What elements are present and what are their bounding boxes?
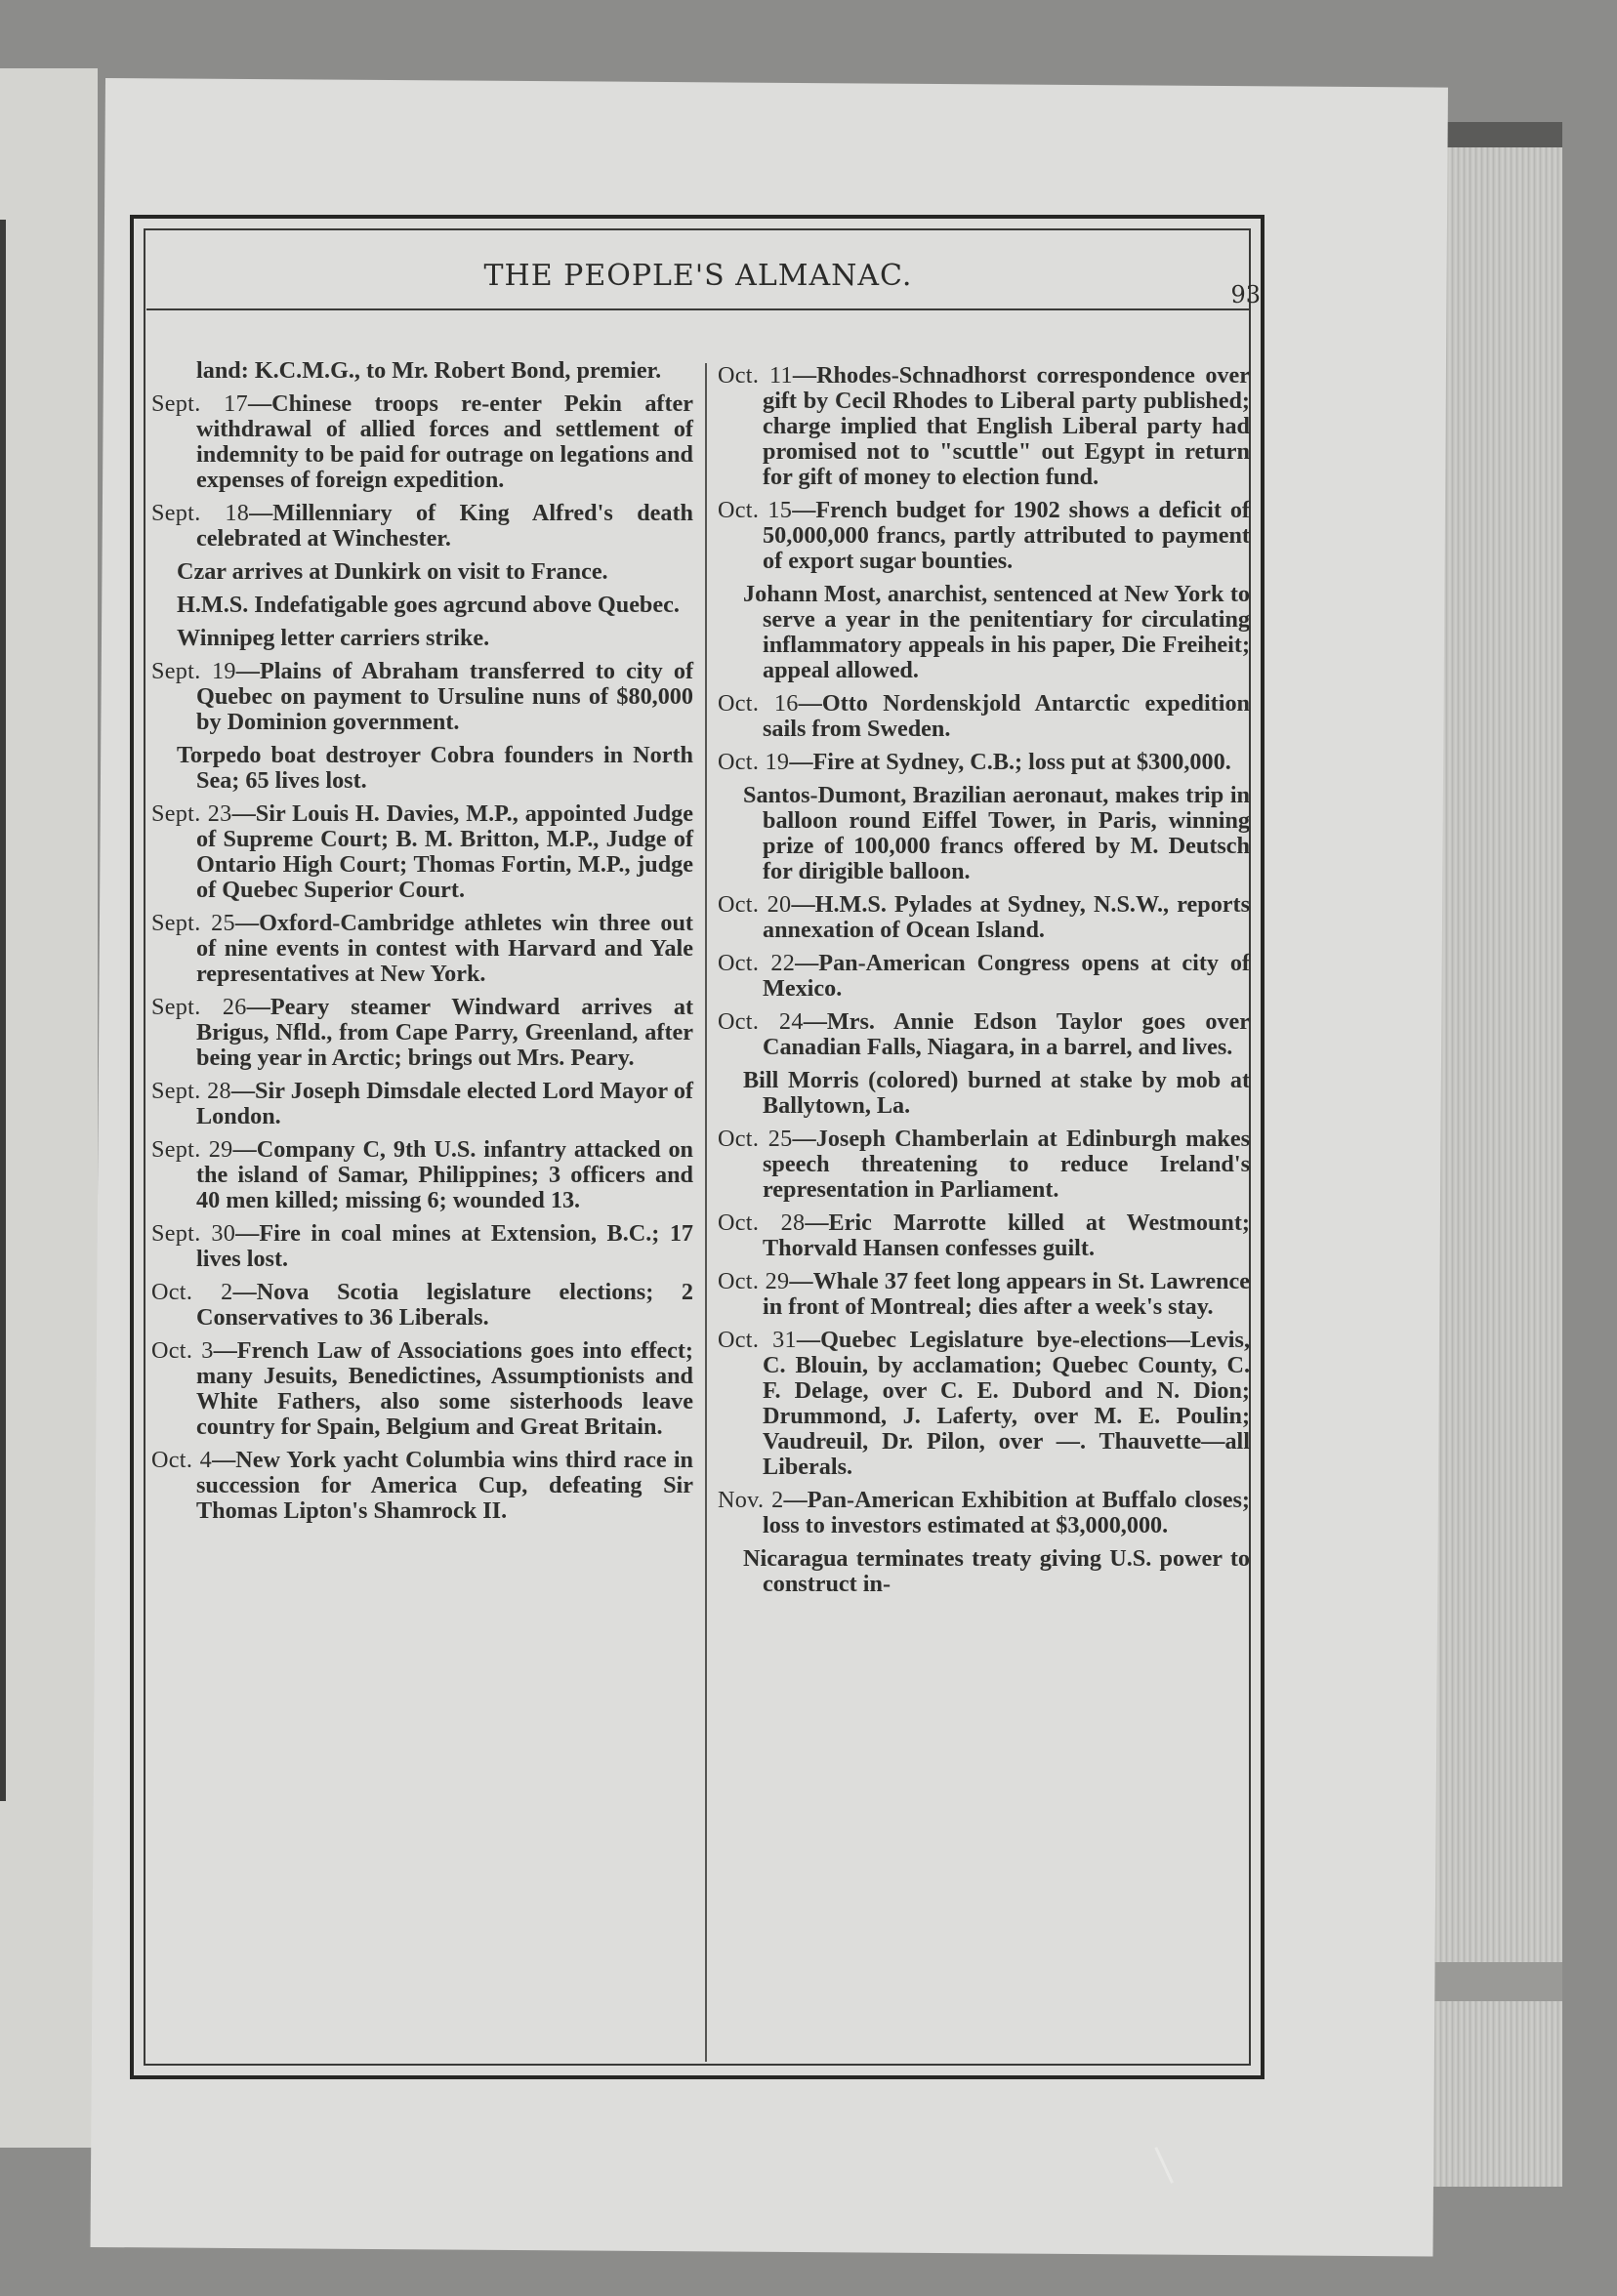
- entry-text: —Peary steamer Windward arrives at Brigus, Nfld., from Cape Parry, Greenland, after being year in Arctic; brings out Mrs. Peary.: [196, 994, 693, 1071]
- entry-date: Sept. 30: [151, 1220, 236, 1247]
- chronology-entry: [151, 1221, 693, 1272]
- entry-text: —Oxford-Cambridge athletes win three out of nine events in contest with Harvard and Yale representatives at New York.: [196, 910, 693, 987]
- entry-text: land: K.C.M.G., to Mr. Robert Bond, premier.: [196, 357, 662, 384]
- entry-date: Sept. 17: [151, 390, 248, 417]
- chronology-entry: [151, 391, 693, 493]
- entry-date: Sept. 18: [151, 500, 250, 526]
- entry-text: —Whale 37 feet long appears in St. Lawrence in front of Montreal; dies after a week's stay.: [763, 1268, 1250, 1320]
- chronology-entry: [151, 1137, 693, 1213]
- entry-date: Oct. 24: [718, 1008, 804, 1035]
- chronology-entry: [151, 559, 693, 585]
- entry-text: —Sir Joseph Dimsdale elected Lord Mayor of London.: [196, 1078, 693, 1129]
- entry-date: Oct. 15: [718, 497, 793, 523]
- chronology-entry: [718, 582, 1250, 683]
- chronology-entry: [718, 1488, 1250, 1538]
- chronology-entry: [718, 1269, 1250, 1320]
- entry-text: H.M.S. Indefatigable goes agrcund above Quebec.: [177, 592, 680, 618]
- entry-text: —H.M.S. Pylades at Sydney, N.S.W., reports annexation of Ocean Island.: [763, 891, 1250, 943]
- entry-text: —Pan-American Exhibition at Buffalo closes; loss to investors estimated at $3,000,000.: [763, 1487, 1250, 1538]
- entry-text: —Joseph Chamberlain at Edinburgh makes speech threatening to reduce Ireland's representation in Parliament.: [763, 1126, 1250, 1203]
- chronology-entry: [151, 1448, 693, 1524]
- entry-date: Oct. 31: [718, 1327, 797, 1353]
- chronology-entry: [718, 691, 1250, 742]
- entry-text: Nicaragua terminates treaty giving U.S. power to construct in-: [743, 1545, 1250, 1597]
- entry-date: Sept. 23: [151, 800, 232, 827]
- chronology-entry: [718, 783, 1250, 884]
- entry-text: Santos-Dumont, Brazilian aeronaut, makes trip in balloon round Eiffel Tower, in Paris, winning prize of 100,000 francs offered by M. Deutsch for dirigible balloon.: [743, 782, 1250, 884]
- chronology-entry: [718, 498, 1250, 574]
- entry-date: Sept. 28: [151, 1078, 231, 1104]
- entry-text: —French budget for 1902 shows a deficit of 50,000,000 francs, partly attributed to payment of export sugar bounties.: [763, 497, 1250, 574]
- header-rule: [146, 308, 1250, 310]
- entry-text: —Company C, 9th U.S. infantry attacked on the island of Samar, Philippines; 3 officers and 40 men killed; missing 6; wounded 13.: [196, 1136, 693, 1213]
- entry-text: Torpedo boat destroyer Cobra founders in North Sea; 65 lives lost.: [177, 742, 693, 794]
- entry-text: Czar arrives at Dunkirk on visit to France.: [177, 558, 608, 585]
- entry-text: —Quebec Legislature bye-elections—Levis, C. Blouin, by acclamation; Quebec County, C. F. Delage, over C. E. Dubord and N. Dion; Drummond, J. Laferty, over M. E. Poulin; Vaudreuil, Dr. Pilon, over —. Thauvette—all Liberals.: [763, 1327, 1250, 1480]
- left-page-edge: [0, 220, 6, 1801]
- chronology-entry: [151, 1338, 693, 1440]
- column-divider: [705, 363, 707, 2062]
- entry-date: Sept. 29: [151, 1136, 233, 1163]
- chronology-entry: [718, 1210, 1250, 1261]
- entry-text: Winnipeg letter carriers strike.: [177, 625, 490, 651]
- entry-text: —Mrs. Annie Edson Taylor goes over Canadian Falls, Niagara, in a barrel, and lives.: [763, 1008, 1250, 1060]
- entry-date: Oct. 3: [151, 1337, 214, 1364]
- chronology-entry: [718, 1127, 1250, 1203]
- entry-text: —Chinese troops re-enter Pekin after withdrawal of allied forces and settlement of indemnity to be paid for outrage on legations and expenses of foreign expedition.: [196, 390, 693, 493]
- chronology-entry: [718, 750, 1250, 775]
- entry-text: —Pan-American Congress opens at city of Mexico.: [763, 950, 1250, 1002]
- chronology-entry: [151, 995, 693, 1071]
- chronology-entry: [151, 593, 693, 618]
- chronology-entry: [718, 1328, 1250, 1480]
- entry-text: —Fire in coal mines at Extension, B.C.; 17 lives lost.: [196, 1220, 694, 1272]
- chronology-entry: [151, 358, 693, 384]
- entry-date: Sept. 19: [151, 658, 236, 684]
- entry-date: Oct. 2: [151, 1279, 233, 1305]
- entry-date: Oct. 25: [718, 1126, 793, 1152]
- entry-date: Sept. 25: [151, 910, 235, 936]
- chronology-entry: [718, 363, 1250, 490]
- entry-text: Johann Most, anarchist, sentenced at New York to serve a year in the penitentiary for circulating inflammatory appeals in his paper, Die Freiheit; appeal allowed.: [743, 581, 1250, 683]
- chronology-entry: [151, 911, 693, 987]
- chronology-entry: [718, 951, 1250, 1002]
- chronology-entry: [151, 626, 693, 651]
- entry-date: Oct. 20: [718, 891, 792, 918]
- entry-date: Oct. 4: [151, 1447, 213, 1473]
- left-facing-page: [0, 68, 98, 2148]
- entry-date: Nov. 2: [718, 1487, 784, 1513]
- chronology-entry: [718, 1068, 1250, 1119]
- entry-text: —Plains of Abraham transferred to city of Quebec on payment to Ursuline nuns of $80,000 by Dominion government.: [196, 658, 693, 735]
- entry-date: Oct. 19: [718, 749, 790, 775]
- entry-text: —French Law of Associations goes into effect; many Jesuits, Benedictines, Assumptionists and White Fathers, also some sisterhoods leave country for Spain, Belgium and Great Britain.: [196, 1337, 693, 1440]
- chronology-entry: [151, 501, 693, 552]
- chronology-entry: [718, 1009, 1250, 1060]
- page-number: 93: [1230, 281, 1261, 308]
- entry-date: Oct. 29: [718, 1268, 790, 1294]
- entry-text: —New York yacht Columbia wins third race in succession for America Cup, defeating Sir Thomas Lipton's Shamrock II.: [196, 1447, 693, 1524]
- entry-text: —Millenniary of King Alfred's death celebrated at Winchester.: [196, 500, 693, 552]
- running-header-title: THE PEOPLE'S ALMANAC.: [483, 259, 913, 293]
- entry-text: —Sir Louis H. Davies, M.P., appointed Judge of Supreme Court; B. M. Britton, M.P., Judge of Ontario High Court; Thomas Fortin, M.P., judge of Quebec Superior Court.: [196, 800, 693, 903]
- entry-date: Oct. 28: [718, 1210, 806, 1236]
- chronology-entry: [718, 1546, 1250, 1597]
- entry-date: Sept. 26: [151, 994, 247, 1020]
- chronology-entry: [151, 743, 693, 794]
- entry-text: —Fire at Sydney, C.B.; loss put at $300,000.: [789, 749, 1231, 775]
- chronology-entry: [151, 801, 693, 903]
- chronology-entry: [718, 892, 1250, 943]
- entry-text: —Eric Marrotte killed at Westmount; Thorvald Hansen confesses guilt.: [763, 1210, 1250, 1261]
- chronology-entry: [151, 1079, 693, 1129]
- entry-text: Bill Morris (colored) burned at stake by mob at Ballytown, La.: [743, 1067, 1250, 1119]
- entry-date: Oct. 11: [718, 362, 793, 389]
- entry-date: Oct. 22: [718, 950, 796, 976]
- entry-text: —Rhodes-Schnadhorst correspondence over gift by Cecil Rhodes to Liberal party published; charge implied that English Liberal party had promised not to "scuttle" out Egypt in return for gift of money to election fund.: [763, 362, 1250, 490]
- entry-text: —Otto Nordenskjold Antarctic expedition sails from Sweden.: [763, 690, 1250, 742]
- left-column: [151, 358, 693, 1532]
- chronology-entry: [151, 659, 693, 735]
- right-column: [718, 363, 1250, 1605]
- entry-text: —Nova Scotia legislature elections; 2 Conservatives to 36 Liberals.: [196, 1279, 693, 1331]
- chronology-entry: [151, 1280, 693, 1331]
- entry-date: Oct. 16: [718, 690, 799, 717]
